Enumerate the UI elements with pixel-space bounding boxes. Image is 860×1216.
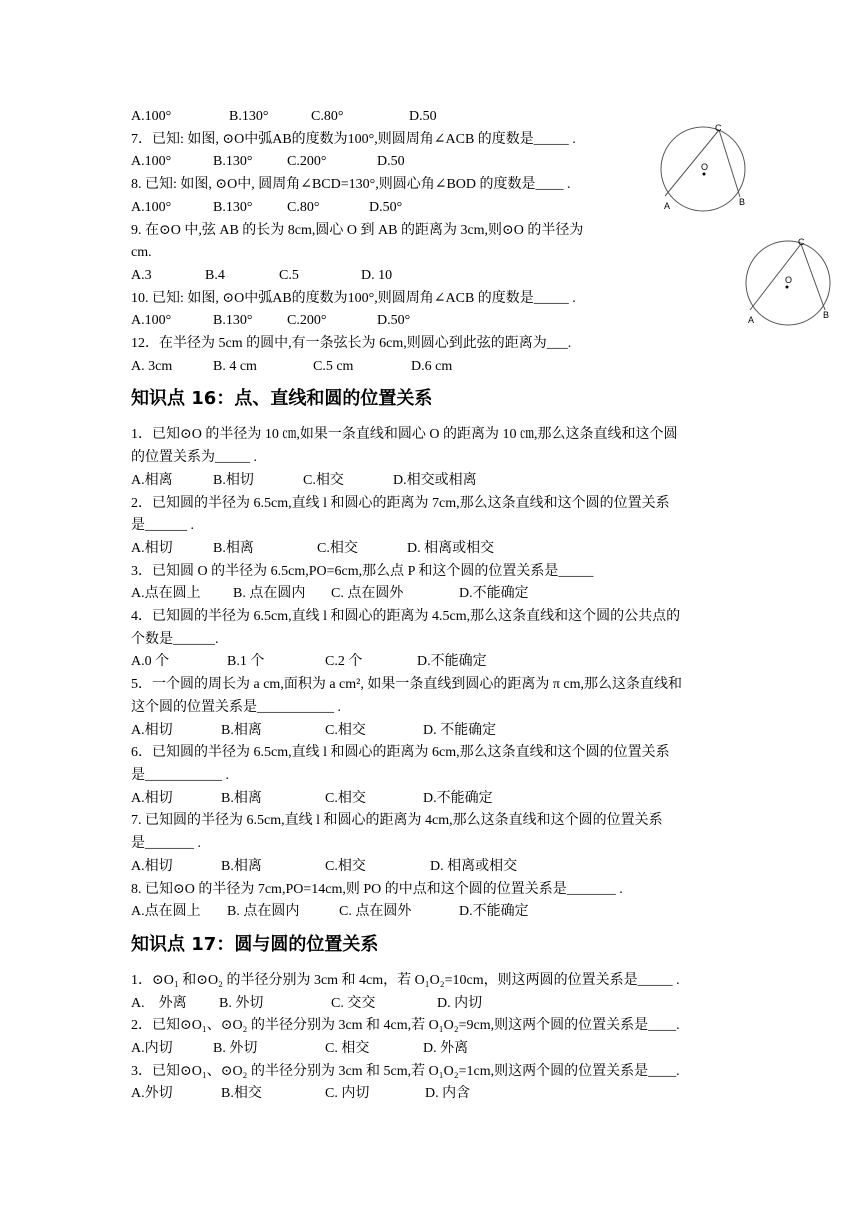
answer-option: B.相离 — [213, 540, 254, 556]
question-text: 1．已知⊙O 的半径为 10 ㎝,如果一条直线和圆心 O 的距离为 10 ㎝,那么这条直线和这个圆 — [131, 427, 678, 443]
answer-option: D.50 — [409, 109, 437, 124]
question-text: 个数是______. — [131, 631, 219, 647]
answer-option: A.相切 — [131, 540, 173, 556]
question-text: 这个圆的位置关系是___________ . — [131, 699, 341, 715]
question-text: 是_______ . — [131, 836, 201, 852]
answer-option: A.内切 — [131, 1041, 173, 1057]
question-text: 3．已知圆 O 的半径为 6.5cm,PO=6cm,那么点 P 和这个圆的位置关系是_____ — [131, 563, 594, 579]
answer-options — [131, 583, 743, 606]
answer-option: C. 内切 — [325, 1086, 370, 1102]
answer-option: D. 相离或相交 — [407, 540, 495, 556]
answer-option: D.相交或相离 — [393, 472, 477, 488]
question-text: cm. — [131, 245, 152, 261]
answer-option: C.200° — [287, 154, 327, 170]
answer-options — [131, 1083, 743, 1106]
answer-option: C.80° — [287, 199, 320, 215]
answer-option: A.100° — [131, 109, 172, 124]
answer-options — [131, 151, 743, 174]
answer-option: D. 内切 — [437, 995, 483, 1011]
figure-label-b: B — [823, 310, 830, 320]
question-text: 9. 在⊙O 中,弦 AB 的长为 8cm,圆心 O 到 AB 的距离为 3cm,则⊙O 的半径为 — [131, 222, 584, 238]
figure-label-c: C — [798, 237, 805, 247]
answer-options — [131, 197, 746, 220]
answer-option: D.不能确定 — [459, 904, 529, 920]
answer-option: B.相离 — [221, 790, 262, 806]
answer-option: D. 10 — [361, 267, 393, 283]
answer-option: B. 外切 — [219, 995, 264, 1011]
answer-option: B.130° — [229, 109, 269, 124]
answer-option: B.130° — [213, 199, 253, 215]
answer-option: D.不能确定 — [459, 586, 529, 602]
answer-option: C.相交 — [303, 472, 344, 488]
question-text: 10. 已知: 如图, ⊙O中弧AB的度数为100°,则圆周角∠ACB 的度数是_____ . — [131, 290, 576, 306]
question-text: 7．已知: 如图, ⊙O中弧AB的度数为100°,则圆周角∠ACB 的度数是_____ . — [131, 131, 576, 147]
section-point-line-circle — [131, 424, 743, 923]
circle-figure-1 — [658, 122, 758, 214]
question-text: 8. 已知⊙O 的半径为 7cm,PO=14cm,则 PO 的中点和这个圆的位置关系是_______ . — [131, 881, 623, 897]
answer-options — [131, 651, 743, 674]
answer-option: B.1 个 — [227, 654, 265, 670]
answer-options — [131, 538, 743, 561]
question-text: 1．⊙O₁ 和⊙O₂ 的半径分别为 3cm 和 4cm，若 O₁O₂=10cm，则这两圆的位置关系是_____ . — [131, 972, 680, 988]
answer-options — [131, 993, 743, 1016]
answer-option: A. 3cm — [131, 358, 173, 374]
answer-option: B.130° — [213, 313, 253, 329]
answer-option: D.不能确定 — [423, 790, 493, 806]
answer-option: A.点在圆上 — [131, 904, 201, 920]
figure-label-a: A — [664, 201, 671, 211]
answer-option: A.相切 — [131, 722, 173, 738]
answer-options — [131, 106, 743, 129]
answer-option: C.2 个 — [325, 654, 363, 670]
answer-option: A.相切 — [131, 790, 173, 806]
figure-label-c: C — [715, 123, 722, 133]
answer-options — [131, 265, 743, 288]
answer-option: D. 内含 — [425, 1086, 471, 1102]
question-text: 5．一个圆的周长为 a cm,面积为 a cm², 如果一条直线到圆心的距离为 π cm,那么这条直线和 — [131, 677, 683, 693]
answer-option: D. 不能确定 — [423, 722, 497, 738]
answer-option: C.80° — [311, 109, 344, 124]
answer-options — [131, 470, 743, 493]
answer-option: A.相离 — [131, 472, 173, 488]
answer-option: A.100° — [131, 154, 172, 170]
figure-label-b: B — [739, 197, 746, 207]
answer-option: A.0 个 — [131, 654, 170, 670]
answer-option: D.50 — [377, 154, 405, 170]
answer-option: C.5 cm — [313, 358, 354, 374]
answer-option: B. 点在圆内 — [233, 586, 306, 602]
answer-options — [131, 720, 743, 743]
question-text: 是___________ . — [131, 767, 229, 783]
answer-option: C. 点在圆外 — [331, 586, 404, 602]
answer-option: B.4 — [205, 267, 225, 283]
answer-option: C.相交 — [325, 722, 366, 738]
answer-option: A.100° — [131, 199, 172, 215]
answer-option: C.相交 — [325, 858, 366, 874]
answer-options — [131, 901, 743, 924]
answer-option: A.点在圆上 — [131, 586, 201, 602]
section-circle-angles — [131, 106, 746, 378]
figure-label-o: O — [701, 162, 709, 172]
answer-option: B.相切 — [213, 472, 254, 488]
figure-label-a: A — [748, 315, 755, 325]
answer-option: D. 相离或相交 — [430, 858, 518, 874]
answer-options — [131, 788, 743, 811]
question-text: 7. 已知圆的半径为 6.5cm,直线 l 和圆心的距离为 4cm,那么这条直线和这个圆的位置关系 — [131, 813, 663, 829]
answer-option: D.6 cm — [411, 358, 453, 374]
figure-label-o: O — [785, 275, 793, 285]
answer-option: D.50° — [377, 313, 411, 329]
question-text: 4．已知圆的半径为 6.5cm,直线 l 和圆心的距离为 4.5cm,那么这条直线和这个圆的公共点的 — [131, 609, 681, 625]
answer-option: B. 4 cm — [213, 358, 257, 374]
answer-options — [131, 1038, 743, 1061]
answer-option: B. 外切 — [213, 1041, 258, 1057]
heading-knowledge-point-16: 知识点 16：点、直线和圆的位置关系 — [131, 388, 433, 410]
question-text: 的位置关系为_____ . — [131, 450, 257, 466]
answer-option: C. 相交 — [325, 1041, 370, 1057]
heading-knowledge-point-17: 知识点 17：圆与圆的位置关系 — [131, 933, 379, 955]
question-text: 是______ . — [131, 518, 194, 534]
answer-option: D.50° — [369, 199, 403, 215]
answer-option: A.100° — [131, 313, 172, 329]
answer-option: B.相交 — [221, 1086, 262, 1102]
answer-option: C.5 — [279, 267, 299, 283]
question-text: 2．已知圆的半径为 6.5cm,直线 l 和圆心的距离为 7cm,那么这条直线和这个圆的位置关系 — [131, 495, 670, 511]
answer-option: B.相离 — [221, 858, 262, 874]
answer-option: D. 外离 — [423, 1041, 469, 1057]
question-text: 3．已知⊙O₁、⊙O₂ 的半径分别为 3cm 和 5cm,若 O₁O₂=1cm,则这两个圆的位置关系是____. — [131, 1063, 680, 1079]
answer-option: C.相交 — [317, 540, 358, 556]
question-text: 12．在半径为 5cm 的圆中,有一条弦长为 6cm,则圆心到此弦的距离为___. — [131, 336, 572, 352]
answer-options — [131, 856, 743, 879]
answer-option: B.130° — [213, 154, 253, 170]
answer-option: B.相离 — [221, 722, 262, 738]
answer-option: A.相切 — [131, 858, 173, 874]
answer-option: C.200° — [287, 313, 327, 329]
question-text: 8. 已知: 如图, ⊙O中, 圆周角∠BCD=130°,则圆心角∠BOD 的度数是____ . — [131, 177, 571, 193]
answer-option: D.不能确定 — [417, 654, 487, 670]
answer-option: A.3 — [131, 267, 152, 283]
question-text: 2．已知⊙O₁、⊙O₂ 的半径分别为 3cm 和 4cm,若 O₁O₂=9cm,则这两个圆的位置关系是____. — [131, 1018, 680, 1034]
answer-option: A. 外离 — [131, 995, 187, 1011]
circle-figure-2 — [743, 236, 843, 328]
question-text: 6．已知圆的半径为 6.5cm,直线 l 和圆心的距离为 6cm,那么这条直线和这个圆的位置关系 — [131, 745, 670, 761]
document-page — [131, 106, 746, 1106]
answer-option: A.外切 — [131, 1086, 173, 1102]
section-circle-circle — [131, 970, 743, 1106]
answer-option: C. 交交 — [331, 995, 376, 1011]
answer-option: B. 点在圆内 — [227, 904, 300, 920]
answer-option: C. 点在圆外 — [339, 904, 412, 920]
answer-options — [131, 356, 743, 379]
answer-options — [131, 310, 743, 333]
answer-option: C.相交 — [325, 790, 366, 806]
